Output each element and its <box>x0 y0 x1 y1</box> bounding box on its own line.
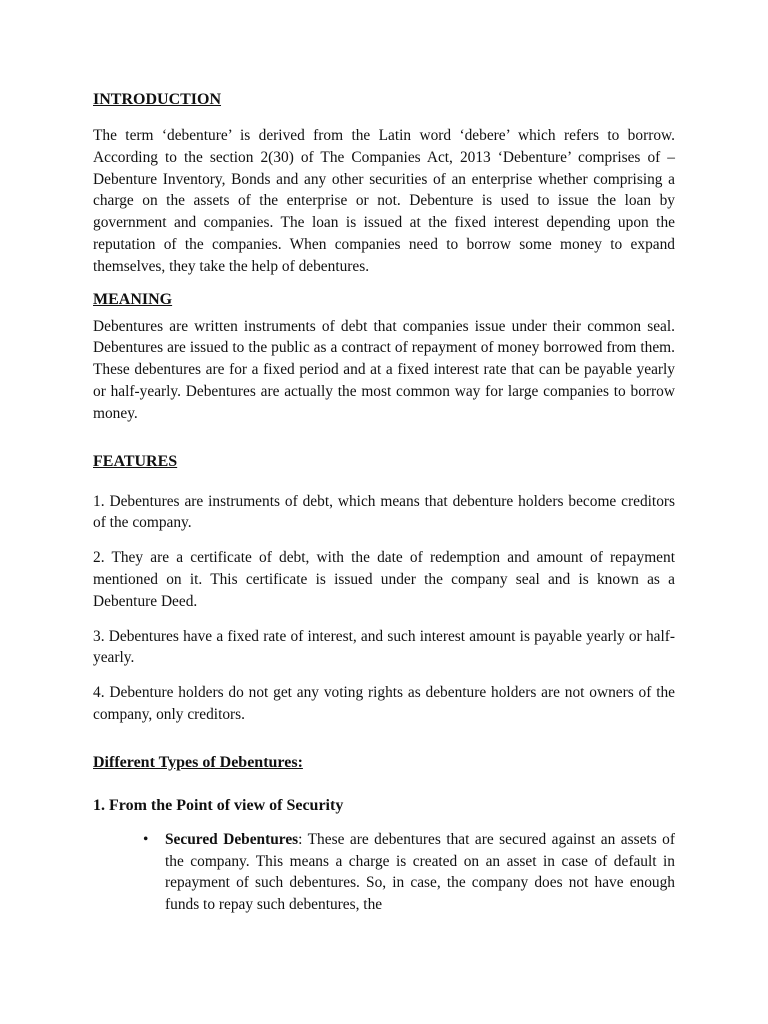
bullet-dot-icon: • <box>143 830 149 848</box>
introduction-heading: INTRODUCTION <box>93 91 222 108</box>
features-heading: FEATURES <box>93 452 178 470</box>
feature-item-2: 2. They are a certificate of debt, with the date of redemption and amount of repayment mentioned on it. This certificate is issued under the company seal and is known as a Debenture Deed. <box>93 549 675 610</box>
meaning-heading: MEANING <box>93 290 173 308</box>
feature-item-1: 1. Debentures are instruments of debt, which means that debenture holders become creditors of the company. <box>93 492 675 532</box>
feature-item-4: 4. Debenture holders do not get any voting rights as debenture holders are not owners of the company, only creditors. <box>93 684 675 723</box>
security-bullet-list <box>93 829 675 916</box>
bullet-secured-debentures <box>143 829 675 916</box>
bullet-text: : These are debentures that are secured against an assets of the company. This means a charge is created on an asset in case of default in repayment of such debentures. So, in case, the company does not have enough funds to repay such debentures, the <box>165 830 675 914</box>
introduction-paragraph: The term ‘debenture’ is derived from the Latin word ‘debere’ which refers to borrow. According to the section 2(30) of The Companies Act, 2013 ‘Debenture’ comprises of – Debenture Inventory, Bonds and any other securities of an enterprise whether comprising a charge on the assets of the enterprise or not. Debenture is used to issue the loan by government and companies. The loan is issued at the fixed interest depending upon the reputation of the companies. When companies need to borrow some money to expand themselves, they take the help of debentures. <box>93 127 675 275</box>
meaning-paragraph: Debentures are written instruments of debt that companies issue under their common seal. Debentures are issued to the public as a contract of repayment of money borrowed from them. These debentures are for a fixed period and at a fixed interest rate that can be payable yearly or half-yearly. Debentures are actually the most common way for large companies to borrow money. <box>93 317 675 422</box>
feature-item-3: 3. Debentures have a fixed rate of interest, and such interest amount is payable yearly or half-yearly. <box>93 627 675 667</box>
bullet-term: Secured Debentures <box>165 830 299 848</box>
security-subheading: 1. From the Point of view of Security <box>93 796 344 814</box>
document-page <box>93 90 675 916</box>
types-heading: Different Types of Debentures: <box>93 753 303 771</box>
